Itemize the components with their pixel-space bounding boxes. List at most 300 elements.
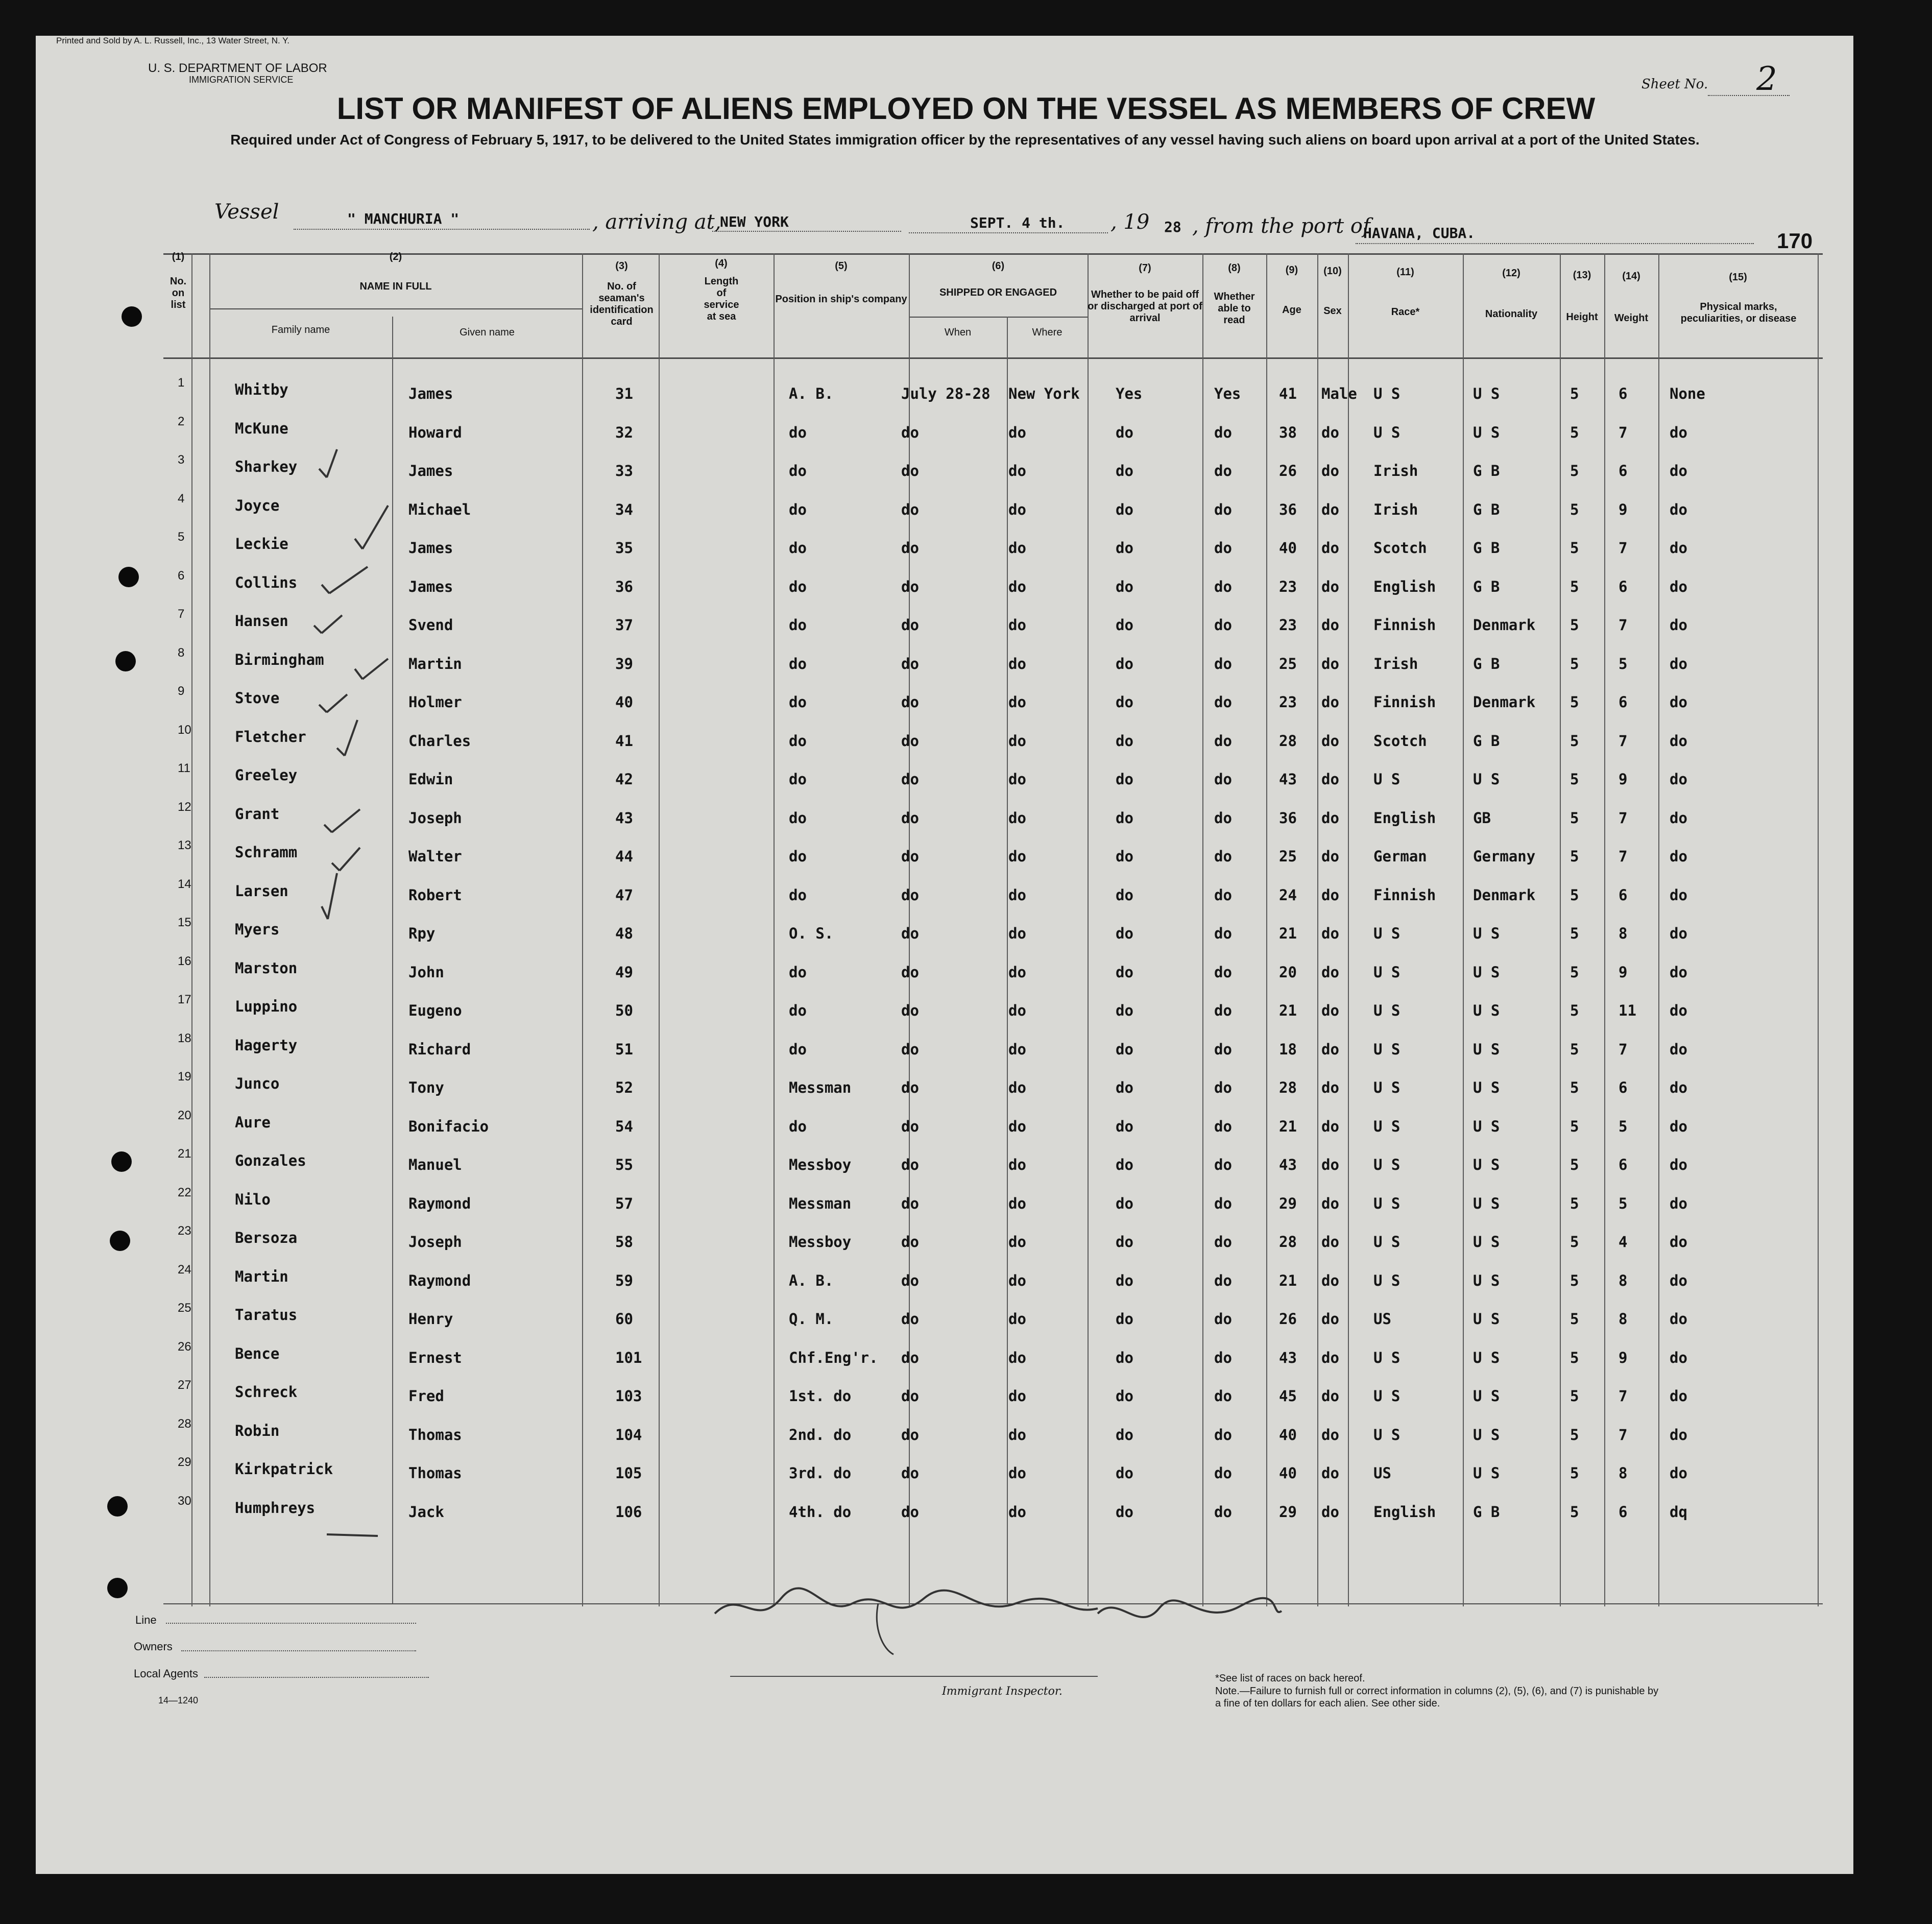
cell-height: 5 [1570, 462, 1579, 479]
cell-card: 49 [615, 964, 633, 981]
cell-paid: do [1116, 424, 1133, 441]
cell-card: 43 [615, 809, 633, 827]
cell-read: do [1214, 964, 1232, 981]
cell-family: Leckie [235, 535, 288, 552]
col11-label: Race* [1391, 306, 1420, 318]
cell-age: 28 [1279, 1079, 1297, 1096]
cell-height: 5 [1570, 1195, 1579, 1212]
cell-when: do [901, 501, 919, 518]
col12-label: Nationality [1485, 308, 1538, 320]
cell-read: do [1214, 848, 1232, 865]
cell-age: 24 [1279, 886, 1297, 904]
cell-height: 5 [1570, 848, 1579, 865]
cell-position: do [789, 732, 807, 750]
cell-weight: 8 [1619, 1272, 1628, 1289]
cell-when: do [901, 693, 919, 711]
cell-weight: 6 [1619, 1079, 1628, 1096]
cell-nat: G B [1473, 578, 1500, 595]
col15-num: (15) [1729, 272, 1747, 283]
cell-when: do [901, 848, 919, 865]
cell-height: 5 [1570, 1079, 1579, 1096]
row-number: 6 [178, 569, 185, 583]
cell-position: do [789, 771, 807, 788]
cell-given: Richard [408, 1041, 471, 1058]
cell-sex: do [1321, 1310, 1339, 1328]
cell-where: do [1008, 732, 1026, 750]
cell-card: 51 [615, 1041, 633, 1058]
cell-marks: do [1670, 1079, 1687, 1096]
cell-age: 21 [1279, 925, 1297, 942]
cell-nat: Germany [1473, 848, 1536, 865]
cell-where: do [1008, 1387, 1026, 1405]
cell-height: 5 [1570, 1002, 1579, 1019]
cell-weight: 9 [1619, 771, 1628, 788]
cell-race: U S [1373, 964, 1400, 981]
cell-nat: U S [1473, 964, 1500, 981]
cell-given: Jack [408, 1503, 444, 1521]
cell-position: do [789, 424, 807, 441]
cell-paid: do [1116, 1156, 1133, 1173]
cell-age: 21 [1279, 1272, 1297, 1289]
cell-read: do [1214, 1002, 1232, 1019]
row-number: 24 [178, 1263, 191, 1277]
col11-num: (11) [1396, 267, 1414, 278]
cell-height: 5 [1570, 771, 1579, 788]
cell-height: 5 [1570, 1118, 1579, 1135]
cell-where: do [1008, 1272, 1026, 1289]
cell-card: 55 [615, 1156, 633, 1173]
cell-race: U S [1373, 925, 1400, 942]
cell-card: 41 [615, 732, 633, 750]
line-label: Line [135, 1614, 157, 1626]
cell-age: 26 [1279, 462, 1297, 479]
cell-marks: do [1670, 1041, 1687, 1058]
cell-position: do [789, 578, 807, 595]
row-number: 12 [178, 800, 191, 814]
cell-read: do [1214, 886, 1232, 904]
cell-nat: U S [1473, 1233, 1500, 1250]
cell-age: 18 [1279, 1041, 1297, 1058]
col6-where-label: Where [1032, 327, 1062, 338]
cell-where: do [1008, 1195, 1026, 1212]
cell-when: do [901, 1195, 919, 1212]
local-agents-label: Local Agents [134, 1667, 198, 1680]
cell-when: do [901, 1156, 919, 1173]
form-subtitle: Required under Act of Congress of February 5, 1917, to be delivered to the United States immigration officer by the representatives of any vessel having such aliens on board upon arrival at a port of the United States. [230, 132, 1700, 148]
cell-where: do [1008, 886, 1026, 904]
row-number: 20 [178, 1109, 191, 1122]
cell-where: do [1008, 809, 1026, 827]
cell-given: James [408, 539, 453, 557]
cell-paid: do [1116, 925, 1133, 942]
cell-read: do [1214, 655, 1232, 672]
cell-nat: U S [1473, 925, 1500, 942]
cell-card: 39 [615, 655, 633, 672]
row-number: 30 [178, 1494, 191, 1508]
row-number: 17 [178, 993, 191, 1006]
cell-height: 5 [1570, 925, 1579, 942]
cell-card: 104 [615, 1426, 642, 1444]
cell-nat: GB [1473, 809, 1491, 827]
cell-position: 4th. do [789, 1503, 852, 1521]
cell-height: 5 [1570, 1426, 1579, 1444]
cell-when: do [901, 771, 919, 788]
cell-height: 5 [1570, 539, 1579, 557]
cell-family: Joyce [235, 497, 280, 514]
cell-where: do [1008, 1079, 1026, 1096]
cell-when: do [901, 1464, 919, 1482]
cell-family: Grant [235, 805, 280, 823]
cell-position: do [789, 616, 807, 634]
cell-age: 45 [1279, 1387, 1297, 1405]
cell-paid: do [1116, 462, 1133, 479]
cell-where: do [1008, 1503, 1026, 1521]
cell-position: do [789, 1002, 807, 1019]
cell-card: 101 [615, 1349, 642, 1366]
cell-height: 5 [1570, 616, 1579, 634]
col6-when-label: When [944, 327, 972, 338]
cell-height: 5 [1570, 578, 1579, 595]
row-number: 15 [178, 916, 191, 929]
cell-card: 57 [615, 1195, 633, 1212]
col3-num: (3) [615, 260, 628, 272]
cell-nat: G B [1473, 501, 1500, 518]
cell-height: 5 [1570, 886, 1579, 904]
cell-weight: 6 [1619, 1503, 1628, 1521]
cell-height: 5 [1570, 693, 1579, 711]
cell-nat: U S [1473, 424, 1500, 441]
cell-position: Messboy [789, 1233, 852, 1250]
cell-position: Q. M. [789, 1310, 834, 1328]
cell-age: 38 [1279, 424, 1297, 441]
cell-nat: G B [1473, 539, 1500, 557]
col13-num: (13) [1573, 270, 1591, 281]
cell-marks: do [1670, 771, 1687, 788]
row-number: 8 [178, 646, 185, 660]
cell-sex: do [1321, 848, 1339, 865]
cell-family: Bersoza [235, 1229, 298, 1246]
cell-given: Raymond [408, 1195, 471, 1212]
cell-weight: 4 [1619, 1233, 1628, 1250]
cell-weight: 7 [1619, 539, 1628, 557]
row-number: 2 [178, 415, 185, 428]
cell-nat: U S [1473, 1118, 1500, 1135]
cell-race: U S [1373, 1426, 1400, 1444]
col2-label: NAME IN FULL [359, 281, 432, 292]
cell-paid: do [1116, 732, 1133, 750]
cell-position: do [789, 462, 807, 479]
cell-paid: Yes [1116, 385, 1143, 402]
year-suffix: 28 [1164, 219, 1181, 235]
cell-weight: 5 [1619, 1195, 1628, 1212]
cell-sex: do [1321, 809, 1339, 827]
cell-paid: do [1116, 1387, 1133, 1405]
cell-given: Thomas [408, 1426, 462, 1444]
cell-family: Aure [235, 1114, 271, 1131]
cell-sex: do [1321, 655, 1339, 672]
year-prefix: , 19 [1110, 210, 1150, 234]
cell-when: do [901, 462, 919, 479]
cell-sex: do [1321, 1195, 1339, 1212]
cell-marks: do [1670, 1233, 1687, 1250]
cell-weight: 9 [1619, 1349, 1628, 1366]
inspector-signature [710, 1568, 1292, 1660]
cell-paid: do [1116, 809, 1133, 827]
col2-family-label: Family name [271, 324, 330, 335]
row-number: 19 [178, 1070, 191, 1084]
cell-paid: do [1116, 1041, 1133, 1058]
col8-num: (8) [1228, 262, 1241, 274]
cell-read: do [1214, 1387, 1232, 1405]
cell-age: 40 [1279, 1464, 1297, 1482]
cell-read: do [1214, 578, 1232, 595]
row-number: 23 [178, 1224, 191, 1238]
service-name: IMMIGRATION SERVICE [189, 75, 294, 85]
row-number: 22 [178, 1186, 191, 1199]
cell-weight: 7 [1619, 1387, 1628, 1405]
cell-marks: do [1670, 578, 1687, 595]
cell-race: U S [1373, 1195, 1400, 1212]
cell-paid: do [1116, 1079, 1133, 1096]
row-number: 18 [178, 1031, 191, 1045]
cell-race: U S [1373, 1233, 1400, 1250]
cell-race: Irish [1373, 655, 1418, 672]
cell-paid: do [1116, 1118, 1133, 1135]
cell-read: do [1214, 462, 1232, 479]
cell-race: U S [1373, 1156, 1400, 1173]
col2-num: (2) [389, 251, 402, 262]
cell-marks: do [1670, 1464, 1687, 1482]
cell-card: 52 [615, 1079, 633, 1096]
cell-where: do [1008, 964, 1026, 981]
cell-paid: do [1116, 886, 1133, 904]
row-number: 27 [178, 1378, 191, 1392]
cell-family: McKune [235, 420, 288, 437]
cell-where: do [1008, 1233, 1026, 1250]
cell-card: 44 [615, 848, 633, 865]
cell-given: Michael [408, 501, 471, 518]
page-number: 170 [1777, 229, 1813, 253]
cell-height: 5 [1570, 424, 1579, 441]
row-number: 4 [178, 492, 185, 506]
cell-sex: do [1321, 1272, 1339, 1289]
cell-read: do [1214, 1464, 1232, 1482]
cell-read: do [1214, 501, 1232, 518]
cell-weight: 7 [1619, 616, 1628, 634]
cell-marks: do [1670, 616, 1687, 634]
cell-height: 5 [1570, 1464, 1579, 1482]
cell-age: 23 [1279, 616, 1297, 634]
cell-where: do [1008, 462, 1026, 479]
cell-nat: U S [1473, 1079, 1500, 1096]
cell-paid: do [1116, 1503, 1133, 1521]
sheet-number: 2 [1756, 60, 1777, 98]
cell-family: Hagerty [235, 1037, 298, 1054]
cell-marks: do [1670, 732, 1687, 750]
cell-nat: U S [1473, 1426, 1500, 1444]
cell-position: Messboy [789, 1156, 852, 1173]
cell-age: 20 [1279, 964, 1297, 981]
cell-nat: U S [1473, 1002, 1500, 1019]
cell-age: 43 [1279, 1156, 1297, 1173]
cell-read: Yes [1214, 385, 1241, 402]
cell-sex: do [1321, 925, 1339, 942]
cell-read: do [1214, 1041, 1232, 1058]
cell-given: Fred [408, 1387, 444, 1405]
cell-marks: do [1670, 1426, 1687, 1444]
cell-paid: do [1116, 771, 1133, 788]
cell-marks: do [1670, 1310, 1687, 1328]
cell-family: Marston [235, 959, 298, 977]
cell-height: 5 [1570, 1156, 1579, 1173]
cell-paid: do [1116, 964, 1133, 981]
cell-marks: do [1670, 886, 1687, 904]
row-number: 21 [178, 1147, 191, 1161]
cell-given: Bonifacio [408, 1118, 489, 1135]
cell-read: do [1214, 1079, 1232, 1096]
cell-given: Rpy [408, 925, 436, 942]
cell-paid: do [1116, 1233, 1133, 1250]
cell-where: do [1008, 1002, 1026, 1019]
cell-where: do [1008, 925, 1026, 942]
cell-family: Sharkey [235, 458, 298, 475]
cell-when: do [901, 424, 919, 441]
col7-label: Whether to be paid off or discharged at port of arrival [1088, 289, 1202, 324]
cell-family: Taratus [235, 1306, 298, 1324]
cell-sex: do [1321, 578, 1339, 595]
cell-card: 35 [615, 539, 633, 557]
row-number: 13 [178, 838, 191, 852]
cell-given: Howard [408, 424, 462, 441]
cell-nat: U S [1473, 1349, 1500, 1366]
cell-paid: do [1116, 1349, 1133, 1366]
cell-nat: U S [1473, 1156, 1500, 1173]
cell-read: do [1214, 424, 1232, 441]
cell-card: 54 [615, 1118, 633, 1135]
cell-where: do [1008, 424, 1026, 441]
cell-race: Finnish [1373, 886, 1436, 904]
cell-given: John [408, 964, 444, 981]
cell-where: do [1008, 501, 1026, 518]
row-number: 16 [178, 954, 191, 968]
cell-race: U S [1373, 1041, 1400, 1058]
row-number: 14 [178, 877, 191, 891]
cell-marks: None [1670, 385, 1705, 402]
cell-nat: U S [1473, 771, 1500, 788]
cell-position: do [789, 886, 807, 904]
cell-family: Martin [235, 1268, 288, 1285]
cell-marks: do [1670, 693, 1687, 711]
cell-nat: U S [1473, 1387, 1500, 1405]
cell-sex: do [1321, 1118, 1339, 1135]
col5-num: (5) [835, 260, 848, 272]
cell-height: 5 [1570, 1233, 1579, 1250]
cell-marks: do [1670, 964, 1687, 981]
cell-position: Chf.Eng'r. [789, 1349, 878, 1366]
col12-num: (12) [1502, 268, 1520, 279]
cell-weight: 8 [1619, 925, 1628, 942]
cell-age: 21 [1279, 1118, 1297, 1135]
form-title: LIST OR MANIFEST OF ALIENS EMPLOYED ON THE VESSEL AS MEMBERS OF CREW [336, 91, 1596, 126]
cell-height: 5 [1570, 385, 1579, 402]
cell-age: 28 [1279, 732, 1297, 750]
cell-card: 37 [615, 616, 633, 634]
row-number: 10 [178, 723, 191, 737]
cell-weight: 11 [1619, 1002, 1636, 1019]
cell-read: do [1214, 1118, 1232, 1135]
cell-age: 40 [1279, 1426, 1297, 1444]
cell-when: do [901, 1426, 919, 1444]
cell-when: do [901, 732, 919, 750]
cell-card: 36 [615, 578, 633, 595]
cell-race: Scotch [1373, 732, 1427, 750]
cell-nat: U S [1473, 1195, 1500, 1212]
cell-height: 5 [1570, 1503, 1579, 1521]
cell-where: do [1008, 693, 1026, 711]
from-label: , from the port of [1192, 214, 1370, 238]
cell-nat: U S [1473, 1310, 1500, 1328]
cell-when: do [901, 578, 919, 595]
row-number: 5 [178, 530, 185, 544]
cell-position: A. B. [789, 385, 834, 402]
cell-given: Thomas [408, 1464, 462, 1482]
cell-when: do [901, 964, 919, 981]
cell-given: Tony [408, 1079, 444, 1096]
from-port: HAVANA, CUBA. [1363, 225, 1476, 242]
cell-sex: do [1321, 771, 1339, 788]
cell-where: do [1008, 616, 1026, 634]
cell-given: Holmer [408, 693, 462, 711]
cell-card: 103 [615, 1387, 642, 1405]
cell-age: 25 [1279, 655, 1297, 672]
cell-position: do [789, 1041, 807, 1058]
col14-num: (14) [1622, 271, 1640, 282]
inspector-label: Immigrant Inspector. [942, 1685, 1062, 1698]
cell-where: do [1008, 1118, 1026, 1135]
cell-card: 59 [615, 1272, 633, 1289]
cell-nat: Denmark [1473, 886, 1536, 904]
cell-age: 25 [1279, 848, 1297, 865]
cell-marks: do [1670, 1349, 1687, 1366]
cell-position: do [789, 964, 807, 981]
cell-where: do [1008, 771, 1026, 788]
row-number: 1 [178, 376, 185, 390]
cell-family: Schramm [235, 844, 298, 861]
cell-weight: 7 [1619, 1041, 1628, 1058]
cell-sex: do [1321, 539, 1339, 557]
cell-race: U S [1373, 1118, 1400, 1135]
cell-weight: 7 [1619, 809, 1628, 827]
cell-marks: do [1670, 809, 1687, 827]
cell-card: 32 [615, 424, 633, 441]
cell-paid: do [1116, 1426, 1133, 1444]
cell-paid: do [1116, 578, 1133, 595]
cell-when: do [901, 1118, 919, 1135]
cell-read: do [1214, 771, 1232, 788]
cell-age: 41 [1279, 385, 1297, 402]
cell-sex: do [1321, 1426, 1339, 1444]
cell-race: U S [1373, 424, 1400, 441]
cell-position: do [789, 848, 807, 865]
cell-height: 5 [1570, 964, 1579, 981]
col8-label: Whether able to read [1214, 291, 1255, 326]
cell-card: 106 [615, 1503, 642, 1521]
cell-race: U S [1373, 1272, 1400, 1289]
cell-given: Martin [408, 655, 462, 672]
cell-paid: do [1116, 655, 1133, 672]
col1-label: No. on list [170, 276, 187, 310]
row-number: 29 [178, 1455, 191, 1469]
